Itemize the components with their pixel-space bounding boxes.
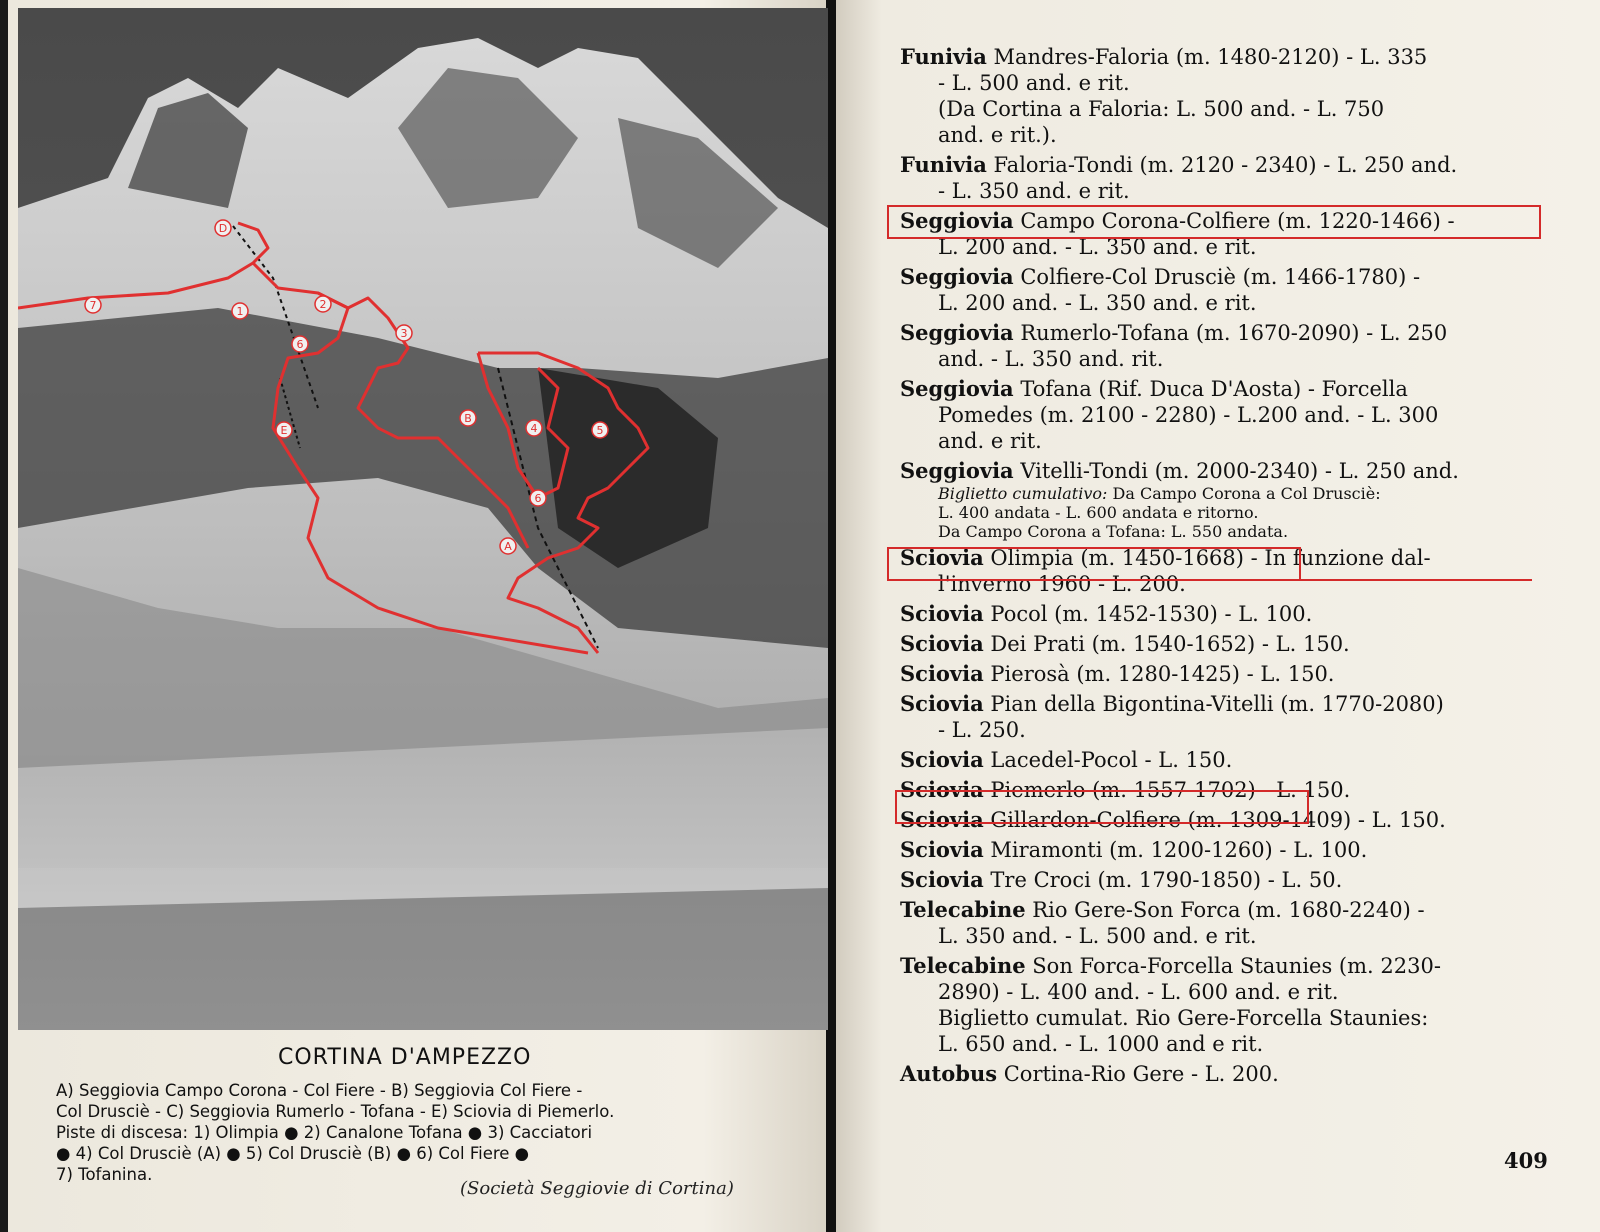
lift-entry: [900, 807, 1540, 833]
svg-text:E: E: [280, 424, 288, 437]
entry-first-line: [900, 867, 1540, 893]
svg-text:7: 7: [89, 299, 97, 312]
lift-type: Funivia: [900, 44, 987, 69]
lift-entry: [900, 208, 1540, 260]
entry-first-line: [900, 777, 1540, 803]
lift-details: Rio Gere-Son Forca (m. 1680-2240) -: [1032, 898, 1425, 922]
highlight-underline-olimpia: [1300, 579, 1532, 581]
lift-type: Seggiovia: [900, 376, 1014, 401]
caption-line: Col Drusciè - C) Seggiovia Rumerlo - Tofana - E) Sciovia di Piemerlo.: [56, 1102, 615, 1121]
note-text: Da Campo Corona a Tofana: L. 550 andata.: [938, 522, 1289, 541]
lift-details: Pian della Bigontina-Vitelli (m. 1770-2080): [990, 692, 1444, 716]
photo-credit: (Società Seggiovie di Cortina): [460, 1178, 734, 1199]
entry-first-line: [900, 545, 1540, 571]
entry-continuation: L. 650 and. - L. 1000 and e rit.: [938, 1032, 1264, 1056]
marker-4: [526, 420, 542, 436]
svg-text:1: 1: [236, 305, 244, 318]
entry-first-line: [900, 631, 1540, 657]
entry-first-line: [900, 807, 1540, 833]
lift-type: Sciovia: [900, 691, 984, 716]
entry-first-line: [900, 1061, 1540, 1087]
entry-first-line: [900, 320, 1540, 346]
svg-text:6: 6: [296, 338, 304, 351]
lift-type: Seggiovia: [900, 208, 1014, 233]
page-number: 409: [1504, 1148, 1548, 1173]
note-text: Da Campo Corona a Col Drusciè:: [1112, 484, 1381, 503]
svg-text:3: 3: [400, 327, 408, 340]
svg-text:D: D: [218, 222, 228, 235]
caption-line: A) Seggiovia Campo Corona - Col Fiere - B) Seggiovia Col Fiere -: [56, 1081, 583, 1100]
lift-entry: [900, 1061, 1540, 1087]
caption-title: CORTINA D'AMPEZZO: [278, 1045, 532, 1070]
svg-text:6: 6: [534, 492, 542, 505]
entry-first-line: [900, 747, 1540, 773]
lift-type: Sciovia: [900, 601, 984, 626]
lift-details: Tre Croci (m. 1790-1850) - L. 50.: [990, 868, 1343, 892]
caption-line: 7) Tofanina.: [56, 1165, 153, 1184]
ski-area-photo-svg: [18, 8, 828, 1030]
entry-continuation: - L. 350 and. e rit.: [938, 179, 1130, 203]
lift-entry: [900, 897, 1540, 949]
lift-type: Seggiovia: [900, 264, 1014, 289]
note-label: Biglietto cumulativo:: [938, 484, 1108, 503]
lift-details: Olimpia (m. 1450-1668) - In funzione dal-: [990, 546, 1431, 570]
lift-type: Sciovia: [900, 747, 984, 772]
lift-details: Vitelli-Tondi (m. 2000-2340) - L. 250 and.: [1020, 459, 1459, 483]
entry-first-line: [900, 458, 1540, 484]
lift-entry: [900, 777, 1540, 803]
entry-note: [900, 522, 1540, 541]
entry-first-line: [900, 376, 1540, 402]
lift-type: Sciovia: [900, 777, 984, 802]
lift-entry: [900, 44, 1540, 148]
lift-type: Telecabine: [900, 897, 1026, 922]
lift-details: Gillardon-Colfiere (m. 1309-1409) - L. 150.: [990, 808, 1446, 832]
marker-A: [500, 538, 516, 554]
entry-continuation: and. e rit.).: [938, 123, 1057, 147]
entry-continuation: L. 350 and. - L. 500 and. e rit.: [938, 924, 1257, 948]
photo-caption: [56, 1080, 796, 1185]
lift-details: Mandres-Faloria (m. 1480-2120) - L. 335: [993, 45, 1428, 69]
entry-note: [900, 503, 1540, 522]
marker-B: [460, 410, 476, 426]
entry-continuation: (Da Cortina a Faloria: L. 500 and. - L. 750: [938, 97, 1385, 121]
entry-first-line: [900, 953, 1540, 979]
marker-3: [396, 325, 412, 341]
lift-entry: [900, 264, 1540, 316]
lift-entry: [900, 376, 1540, 454]
lift-entry: [900, 747, 1540, 773]
lift-type: Sciovia: [900, 661, 984, 686]
ski-area-photo: [18, 8, 828, 1030]
entry-continuation: Biglietto cumulat. Rio Gere-Forcella Staunies:: [938, 1006, 1429, 1030]
entry-continuation: and. e rit.: [938, 429, 1042, 453]
lift-details: Son Forca-Forcella Staunies (m. 2230-: [1032, 954, 1441, 978]
lift-type: Funivia: [900, 152, 987, 177]
lift-details: Miramonti (m. 1200-1260) - L. 100.: [990, 838, 1368, 862]
valley-forest: [18, 888, 828, 1030]
lift-entry: [900, 631, 1540, 657]
lift-type: Seggiovia: [900, 320, 1014, 345]
lift-details: Pierosà (m. 1280-1425) - L. 150.: [990, 662, 1335, 686]
lift-entry: [900, 601, 1540, 627]
lift-details: Tofana (Rif. Duca D'Aosta) - Forcella: [1020, 377, 1408, 401]
svg-text:5: 5: [596, 424, 604, 437]
marker-E: [276, 422, 292, 438]
lift-entry: [900, 661, 1540, 687]
lift-type: Sciovia: [900, 631, 984, 656]
marker-7: [85, 297, 101, 313]
lift-type: Sciovia: [900, 545, 984, 570]
svg-text:A: A: [504, 540, 512, 553]
entry-first-line: [900, 601, 1540, 627]
caption-line: Piste di discesa: 1) Olimpia ● 2) Canalone Tofana ● 3) Cacciatori: [56, 1123, 593, 1142]
entry-continuation: L. 200 and. - L. 350 and. e rit.: [938, 291, 1257, 315]
entry-first-line: [900, 208, 1540, 234]
marker-D: [215, 220, 231, 236]
lift-type: Telecabine: [900, 953, 1026, 978]
lift-details: Pocol (m. 1452-1530) - L. 100.: [990, 602, 1313, 626]
lift-type: Sciovia: [900, 837, 984, 862]
entry-first-line: [900, 897, 1540, 923]
marker-1: [232, 303, 248, 319]
entry-first-line: [900, 44, 1540, 70]
svg-text:B: B: [464, 412, 472, 425]
lift-entry: [900, 691, 1540, 743]
entry-first-line: [900, 691, 1540, 717]
lift-entry: [900, 458, 1540, 541]
entry-note: [900, 484, 1540, 503]
entry-continuation: - L. 500 and. e rit.: [938, 71, 1130, 95]
lift-entry: [900, 953, 1540, 1057]
note-text: L. 400 andata - L. 600 andata e ritorno.: [938, 503, 1259, 522]
marker-2: [315, 296, 331, 312]
entry-first-line: [900, 152, 1540, 178]
lift-entry: [900, 320, 1540, 372]
lift-details: Campo Corona-Colfiere (m. 1220-1466) -: [1020, 209, 1455, 233]
lift-type: Seggiovia: [900, 458, 1014, 483]
marker-5: [592, 422, 608, 438]
svg-text:2: 2: [319, 298, 327, 311]
marker-6-lower: [530, 490, 546, 506]
lift-details: Lacedel-Pocol - L. 150.: [990, 748, 1233, 772]
lift-details: Faloria-Tondi (m. 2120 - 2340) - L. 250 and.: [993, 153, 1458, 177]
entry-first-line: [900, 264, 1540, 290]
lift-entry: [900, 545, 1540, 597]
lift-entry: [900, 152, 1540, 204]
svg-text:4: 4: [530, 422, 538, 435]
lift-details: Dei Prati (m. 1540-1652) - L. 150.: [990, 632, 1350, 656]
lift-entry: [900, 867, 1540, 893]
lift-details: Rumerlo-Tofana (m. 1670-2090) - L. 250: [1020, 321, 1448, 345]
lift-type: Sciovia: [900, 867, 984, 892]
lift-details: Colfiere-Col Drusciè (m. 1466-1780) -: [1020, 265, 1421, 289]
lift-details: Piemerlo (m. 1557-1702) - L. 150.: [990, 778, 1351, 802]
lift-type: Autobus: [900, 1061, 998, 1086]
lift-details: Cortina-Rio Gere - L. 200.: [1003, 1062, 1279, 1086]
marker-6-upper: [292, 336, 308, 352]
entry-continuation: l'inverno 1960 - L. 200.: [938, 572, 1186, 596]
entry-continuation: L. 200 and. - L. 350 and. e rit.: [938, 235, 1257, 259]
entry-continuation: and. - L. 350 and. rit.: [938, 347, 1164, 371]
lift-entry: [900, 837, 1540, 863]
entry-continuation: 2890) - L. 400 and. - L. 600 and. e rit.: [938, 980, 1339, 1004]
lift-listings: [900, 44, 1540, 1091]
entry-continuation: Pomedes (m. 2100 - 2280) - L.200 and. - L. 300: [938, 403, 1439, 427]
entry-continuation: - L. 250.: [938, 718, 1026, 742]
lift-type: Sciovia: [900, 807, 984, 832]
caption-line: ● 4) Col Drusciè (A) ● 5) Col Drusciè (B) ● 6) Col Fiere ●: [56, 1144, 530, 1163]
entry-first-line: [900, 661, 1540, 687]
entry-first-line: [900, 837, 1540, 863]
